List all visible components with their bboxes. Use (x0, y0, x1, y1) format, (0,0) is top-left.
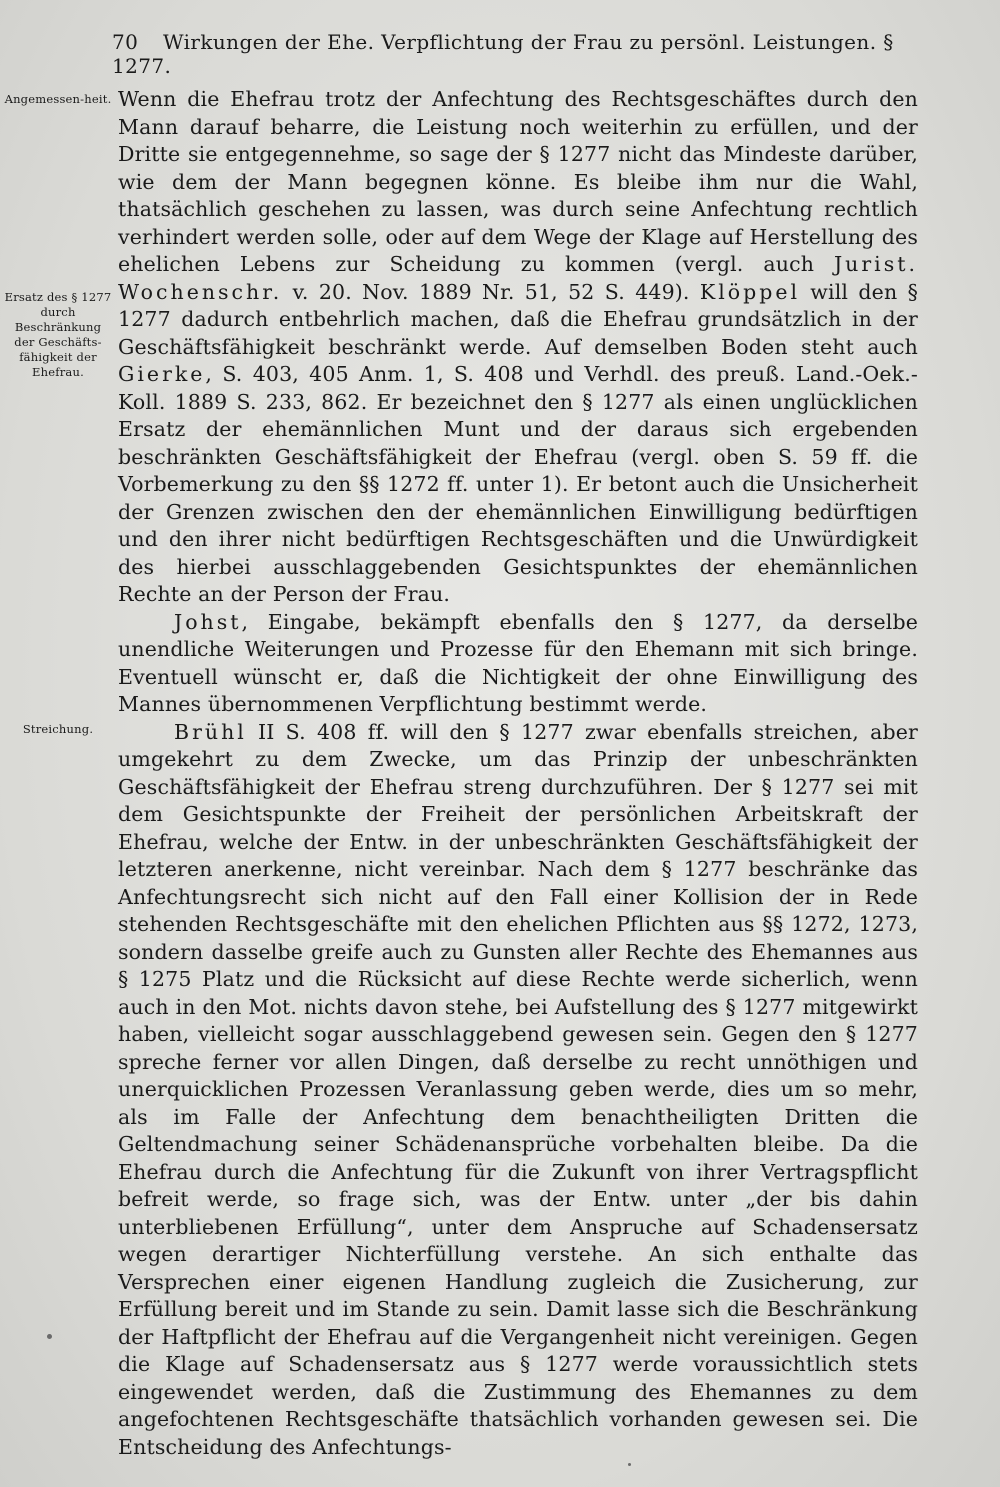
paper-speck (47, 1334, 52, 1339)
margin-note-streichung: Streichung. (22, 722, 94, 736)
paragraph-1-text-d: , S. 403, 405 Anm. 1, S. 408 und Verhdl. des preuß. Land.-Oek.-Koll. 1889 S. 233, 862. Er bezeichnet den § 1277 als einen unglücklichen Ersatz der ehemännlichen Munt und der daraus sich ergebenden beschränkten Geschäftsfähigkeit der Ehefrau (vergl. oben S. 59 ff. die Vorbemerkung zu den §§ 1272 ff. unter 1). Er betont auch die Unsicherheit der Grenzen zwischen den der ehemännlichen Einwilligung bedürftigen und den ihrer nicht bedürftigen Rechtsgeschäften und die Unwürdigkeit des hierbei ausschlaggebenden Gesichtspunktes der ehemännlichen Rechte an der Person der Frau. (118, 362, 918, 606)
body-text (118, 86, 918, 1461)
paragraph-3 (118, 719, 918, 1462)
paragraph-3-text: II S. 408 ff. will den § 1277 zwar ebenfalls streichen, aber umgekehrt zu dem Zwecke, um das Prinzip der unbeschränkten Geschäftsfähigkeit der Ehefrau streng durchzuführen. Der § 1277 sei mit dem Gesichtspunkte der Freiheit der persönlichen Arbeitskraft der Ehefrau, welche der Entw. in der unbeschränkten Geschäftsfähigkeit der letzteren anerkenne, nicht vereinbar. Nach dem § 1277 beschränke das Anfechtungsrecht sich nicht auf den Fall einer Kollision der in Rede stehenden Rechtsgeschäfte mit den ehelichen Pflichten aus §§ 1272, 1273, sondern dasselbe greife auch zu Gunsten aller Rechte des Ehemannes aus § 1275 Platz und die Rücksicht auf diese Rechte werde sicherlich, wenn auch in den Mot. nichts davon stehe, bei Aufstellung des § 1277 mitgewirkt haben, vielleicht sogar ausschlaggebend gewesen sein. Gegen den § 1277 spreche ferner vor allen Dingen, daß derselbe zu recht unnöthigen und unerquicklichen Prozessen Veranlassung geben werde, dies um so mehr, als im Falle der Anfechtung dem benachtheiligten Dritten die Geltendmachung seiner Schädenansprüche vorbehalten bleibe. Da die Ehefrau durch die Anfechtung für die Zukunft von ihrer Vertragspflicht befreit werde, so frage sich, was der Entw. unter „der bis dahin unterbliebenen Erfüllung“, unter dem Anspruche auf Schadensersatz wegen derartiger Nichterfüllung verstehe. An sich enthalte das Versprechen einer eigenen Handlung zugleich die Zusicherung, zur Erfüllung bereit und im Stande zu sein. Damit lasse sich die Beschränkung der Haftpflicht der Ehefrau auf die Vergangenheit nicht vereinigen. Gegen die Klage auf Schadensersatz aus § 1277 werde voraussichtlich stets eingewendet werden, daß die Zustimmung des Ehemannes zu dem angefochtenen Rechtsgeschäfte thatsächlich vorhanden gewesen sei. Die Entscheidung des Anfechtungs- (118, 719, 918, 1459)
margin-note-angemessenheit: Angemessen-heit. (4, 92, 112, 106)
paragraph-2-text: , Eingabe, bekämpft ebenfalls den § 1277, da derselbe unendliche Weiterungen und Prozesse für den Ehemann mit sich bringe. Eventuell wünscht er, daß die Nichtigkeit der ohne Einwilligung des Mannes übernommenen Verpflichtung bestimmt werde. (118, 609, 918, 716)
author-bruehl: Brühl (174, 719, 247, 744)
author-gierke: Gierke (118, 362, 206, 386)
paper-speck (628, 1463, 631, 1466)
paragraph-2 (118, 609, 918, 719)
margin-note-ersatz: Ersatz des § 1277 durch Beschränkung der Geschäfts-fähigkeit der Ehefrau. (4, 290, 112, 379)
paragraph-1-text-a: Wenn die Ehefrau trotz der Anfechtung des Rechtsgeschäftes durch den Mann darauf beharre, die Leistung noch weiterhin zu erfüllen, und der Dritte sie entgegennehme, so sage der § 1277 nicht das Mindeste darüber, wie dem der Mann begegnen könne. Es bleibe ihm nur die Wahl, thatsächlich geschehen zu lassen, was durch seine Anfechtung rechtlich verhindert werden solle, oder auf dem Wege der Klage auf Herstellung des ehelichen Lebens zur Scheidung zu kommen (vergl. auch (118, 87, 918, 276)
running-title: Wirkungen der Ehe. Verpflichtung der Frau zu persönl. Leistungen. § 1277. (112, 30, 894, 78)
author-kloeppel: Klöppel (699, 279, 801, 304)
paragraph-1-text-c: will den § 1277 dadurch entbehrlich machen, daß die Ehefrau grundsätzlich in der Geschäftsfähigkeit beschränkt werde. Auf demselben Boden steht auch (118, 279, 918, 359)
page-number: 70 (112, 30, 139, 54)
source-citation: Jurist. Wochenschr. (118, 252, 918, 304)
author-johst: Johst (174, 609, 242, 634)
running-header (112, 30, 912, 78)
paragraph-1-text-b: v. 20. Nov. 1889 Nr. 51, 52 S. 449). (282, 279, 700, 304)
paragraph-1 (118, 86, 918, 609)
